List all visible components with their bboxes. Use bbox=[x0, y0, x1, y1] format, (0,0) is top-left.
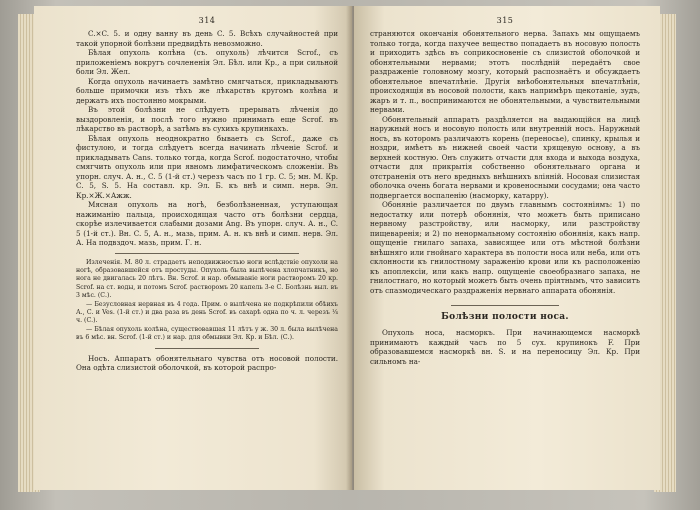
right-paragraph: Обоняніе различается по двумъ главнымъ состояніямъ: 1) по недостатку или потерѣ обонянія, что можетъ быть приписано нервному разстройству, или насморку, или разстройству пищеваренія; и 2) по ненормальному состоянію обонянія, какъ напр. ощущеніе гнилаго запаха, зависящее или отъ мѣстной болѣзни внѣшняго или гнойнаго характера въ полости носа или неба, или отъ склонности къ гнилостному зараженію крови или къ расположенію къ апоплексіи, или какъ напр. ощущеніе своеобразнаго запаха, не гнилостнаго, но который можетъ быть очень пріятнымъ, что зависитъ отъ спазмодическаго раздраженія нервнаго аппарата обонянія. bbox=[370, 200, 640, 295]
case-note: — Бѣлая опухоль колѣна, существовавшая 11 лѣтъ у ж. 30 л. была вылѣчена въ 6 мѣс. вн. Scrof. (1-й ст.) и нар. для обмывки Эл. Кр. и Бѣл. (С.). bbox=[76, 325, 338, 342]
left-paragraph: C.×C. 5. и одну ванну въ день C. 5. Всѣхъ случайностей при такой упорной болѣзни предвидѣть невозможно. bbox=[76, 29, 338, 48]
right-page bbox=[354, 6, 660, 490]
right-page-closing bbox=[370, 328, 640, 366]
right-paragraph: Обонятельный аппаратъ раздѣляется на выдающійся на лицѣ наружный носъ и носовую полость или внутренній носъ. Наружный носъ, въ которомъ различаютъ корень (переносье), спинку, крылья и ноздри, имѣетъ въ нижней своей части хрящевую основу, а въ верхней костную. Онъ служитъ отчасти для входа и выхода воздуха, отчасти для прикрытія собственно обонятельнаго органа и отстраненія отъ него вредныхъ внѣшнихъ вліяній. Носовая слизистая оболочка очень богата нервами и кровеносными сосудами; она часто подвергается воспаленію (насморку, катарру). bbox=[370, 114, 640, 200]
section-divider bbox=[115, 253, 298, 254]
left-page-closing bbox=[76, 354, 338, 373]
right-page-body bbox=[370, 29, 640, 295]
section-divider bbox=[155, 348, 260, 349]
right-paragraph: страняются окончанія обонятельного нерва. Запахъ мы ощущаемъ только тогда, когда пахучее вещество попадаетъ въ носовую полость и приходитъ здѣсь въ соприкосновеніе съ слизистой оболочкой и обонятельными нервами; этотъ послѣдній передаётъ свое раздраженіе головному мозгу, который распознаётъ и обсуждаетъ обонятельное впечатлѣніе. Другія внѣобонятельныя впечатлѣнія, происходящія въ носовой полости, какъ напримѣръ щекотаніе, зудъ, жаръ и т. п., воспринимаются не обонятельными, а чувствительными нервами. bbox=[370, 29, 640, 114]
left-page-notes bbox=[76, 259, 338, 343]
left-page-body bbox=[76, 29, 338, 248]
right-closing-paragraph: Опухоль носа, насморкъ. При начинающемся насморкѣ принимаютъ каждый часъ по 5 сух. крупинокъ F. При образовавшемся насморкѣ вн. S. и на переносицу Эл. Кр. При сильномъ на- bbox=[370, 328, 640, 366]
left-paragraph: Когда опухоль начинаетъ замѣтно смягчаться, прикладываютъ больше примочки изъ тѣхъ же лѣкарствъ кругомъ колѣна и держатъ ихъ постоянно мокрыми. bbox=[76, 76, 338, 105]
section-divider bbox=[451, 305, 559, 306]
left-page bbox=[34, 6, 352, 490]
left-paragraph: Въ этой болѣзни не слѣдуетъ прерывать лѣченія до выздоровленія, и послѣ того нужно принимать еще Scrof. въ лѣкарство въ растворѣ, а затѣмъ въ сухихъ крупинкахъ. bbox=[76, 105, 338, 133]
case-note: — Безусловная нервная въ 4 года. Прим. о вылѣчена не подкрѣпили обѣихъ А., С. и Ves. (1-й ст.) и два раза въ день Scrof. въ сахарѣ одна по ч. л. черезъ ¼ ч. (С.). bbox=[76, 300, 338, 325]
left-page-number: 314 bbox=[198, 16, 216, 25]
case-note: Излеченія. М. 80 л. страдаетъ неподвижностью ноги вслѣдствіе опухоли на ногѣ, образовавшейся отъ простуды. Опухоль была вылѣчена хлопчатникъ, но нога не двигалась 20 лѣтъ. Вн. Scrof. и нар. обмываніе ноги растворомъ 20 кр. Scrof. на ст. воды, и потомъ Scrof. растворомъ 20 капель 3-е С. Болѣзнь выл. въ 3 мѣс. (С.). bbox=[76, 258, 338, 300]
left-paragraph: Бѣлая опухоль неоднократно бываетъ съ Scrof., даже съ фистулою, и тогда слѣдуетъ всегда начинать лѣченіе Scrof. и прикладывать Cans. только тогда, когда Scrof. подостаточно, чтобы смягчить опухоль или при явномъ лимфатическомъ сложеніи. Въ упорн. случ. А. н., C. 5 (1-й ст.) черезъ часъ по 1 гр. C. 5; мн. М. Кр. C. 5, S. 5. На составл. кр. Эл. Б. къ внѣ и симп. нерв. Эл. Кр.×Ж.×Ажж. bbox=[76, 133, 338, 200]
right-page-number: 315 bbox=[496, 16, 514, 25]
left-paragraph: Мясная опухоль на ногѣ, безболѣзненная, уступающая нажиманію пальца, происходящая часто отъ болѣзни сердца, скорѣе излечивается слабыми дозами Ang. Въ упорн. случ. А. н., C. 5 (1-й ст.). Вн. C. 5, А. н., мазь, прим. А. н. къ внѣ и симп. нерв. Эл. А. На подвздоч. мазь, прим. Г. н. bbox=[76, 200, 338, 247]
left-closing-paragraph: Носъ. Аппаратъ обонятельнаго чувства отъ носовой полости. Она одѣта слизистой оболочкой, въ которой распро- bbox=[76, 353, 338, 373]
left-paragraph: Бѣлая опухоль колѣна (съ. опухоль) лѣчится Scrof., съ приложеніемъ вокругъ сочлененія Эл. Бѣл. или Кр., а при сильной боли Эл. Жел. bbox=[76, 48, 338, 76]
section-heading: Болѣзни полости носа. bbox=[441, 312, 569, 322]
